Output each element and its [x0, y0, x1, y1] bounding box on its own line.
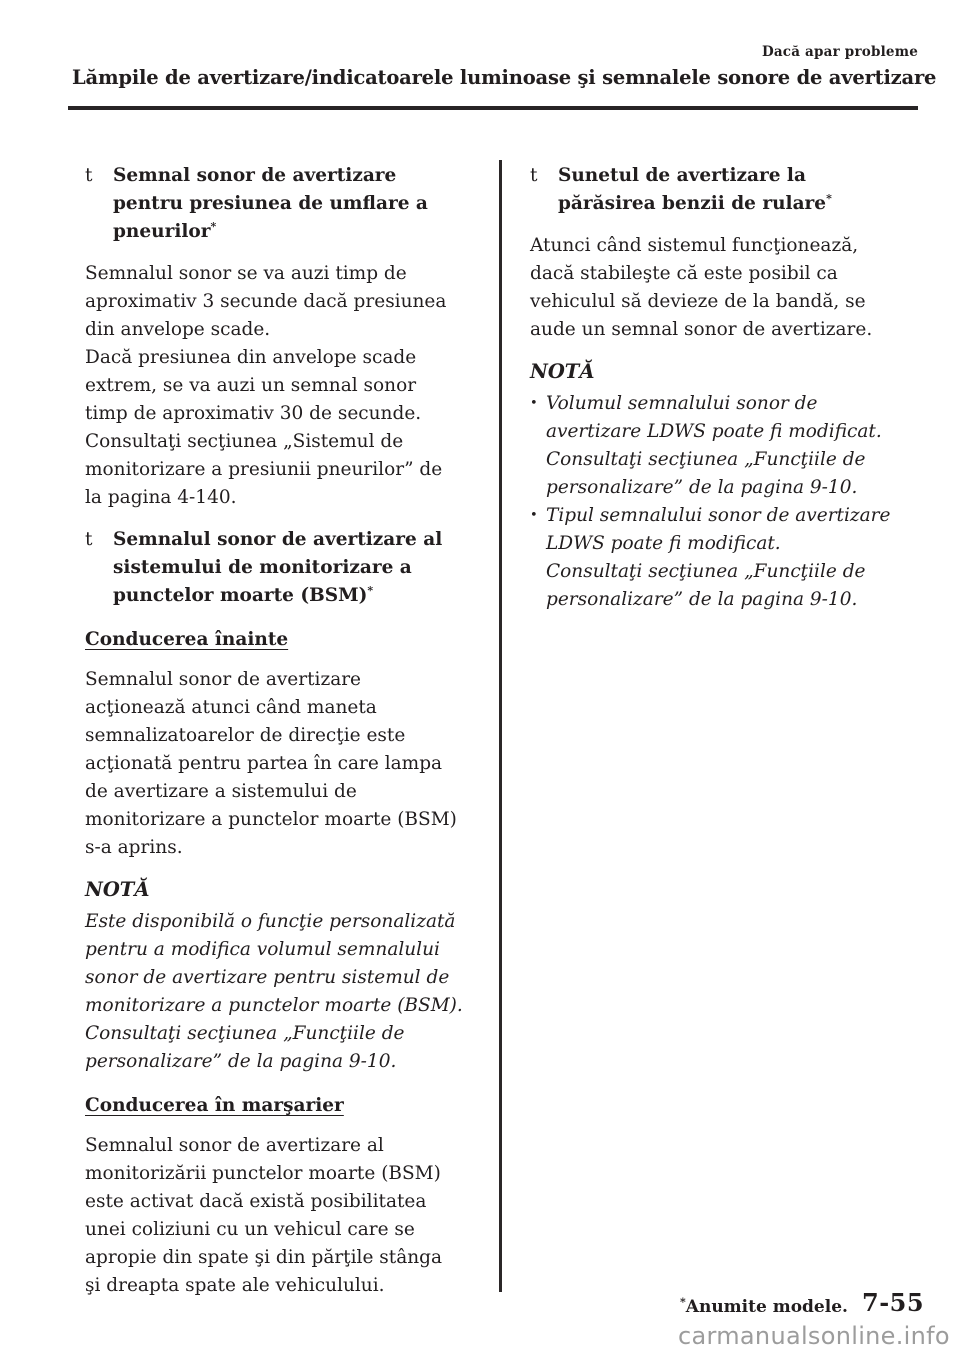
bullet-marker-icon: t: [85, 165, 93, 186]
title-rule: [68, 106, 918, 110]
heading-bsm-warning: [85, 526, 463, 610]
bsm-reverse-paragraph: [85, 1132, 463, 1300]
note-item-reference: Consultaţi secţiunea „Funcţiile de personalizare” de la pagina 9-10.: [546, 561, 866, 610]
subheading-driving-reverse: Conducerea în marşarier: [85, 1095, 344, 1116]
note-list-item: [530, 502, 908, 614]
watermark: carmanualsonline.info: [678, 1322, 950, 1350]
paragraph: Semnalul sonor se va auzi timp de aproximativ 3 secunde dacă presiunea din anvelope scade.: [85, 263, 447, 340]
page-number: 7-55: [862, 1288, 925, 1317]
note-body: [85, 908, 463, 1076]
heading-lane-departure-warning: [530, 162, 908, 218]
paragraph: Consultaţi secţiunea „Sistemul de monitorizare a presiunii pneurilor” de la pagina 4-140.: [85, 431, 443, 508]
paragraph: Atunci când sistemul funcţionează, dacă stabileşte că este posibil ca vehiculul să devieze de la bandă, se aude un semnal sonor de avertizare.: [530, 235, 873, 340]
heading-bsm-text: [113, 526, 463, 610]
note-item-reference: Consultaţi secţiunea „Funcţiile de personalizare” de la pagina 9-10.: [546, 449, 866, 498]
heading-tire-pressure-warning: [85, 162, 463, 246]
note-item-line: Volumul semnalului sonor de avertizare LDWS poate fi modificat.: [546, 393, 882, 442]
note-item-text: [546, 502, 908, 614]
heading-ldws-text: [558, 162, 908, 218]
paragraph: Semnalul sonor de avertizare al monitorizării punctelor moarte (BSM) este activat dacă există posibilitatea unei coliziuni cu un vehicul care se apropie din spate şi din părţile stânga şi dreapta spate ale vehiculului.: [85, 1135, 443, 1296]
note-item-line: Tipul semnalului sonor de avertizare LDWS poate fi modificat.: [546, 505, 891, 554]
note-label: NOTĂ: [530, 360, 595, 383]
heading-tire-pressure-text: [113, 162, 463, 246]
tire-pressure-paragraphs: [85, 260, 463, 512]
note-list-item: [530, 390, 908, 502]
ldws-paragraph: [530, 232, 908, 344]
paragraph: Dacă presiunea din anvelope scade extrem, se va auzi un semnal sonor timp de aproximativ 30 de secunde.: [85, 347, 422, 424]
note-paragraph: Este disponibilă o funcţie personalizată pentru a modifica volumul semnalului sonor de avertizare pentru sistemul de monitorizare a punctelor moarte (BSM).: [85, 911, 463, 1016]
note-list: [530, 390, 908, 614]
paragraph: Semnalul sonor de avertizare acţionează atunci când maneta semnalizatoarelor de direcţie este acţionată pentru partea în care lampa de avertizare a sistemului de monitorizare a punctelor moarte (BSM) s-a aprins.: [85, 669, 457, 858]
asterisk-superscript: *: [210, 219, 217, 233]
note-item-text: [546, 390, 908, 502]
bullet-marker-icon: t: [530, 165, 538, 186]
footnote: [680, 1297, 848, 1317]
footnote-text: Anumite modele.: [685, 1297, 848, 1317]
bsm-forward-paragraph: [85, 666, 463, 862]
note-reference: Consultaţi secţiunea „Funcţiile de personalizare” de la pagina 9-10.: [85, 1023, 405, 1072]
left-column: [85, 162, 463, 1314]
bullet-marker-icon: t: [85, 529, 93, 550]
heading-text: Semnalul sonor de avertizare al sistemului de monitorizare a punctelor moarte (BSM): [113, 529, 443, 606]
column-divider: [499, 160, 502, 1292]
asterisk-superscript: *: [826, 191, 832, 205]
heading-text: Semnal sonor de avertizare pentru presiunea de umflare a pneurilor: [113, 165, 428, 242]
heading-text: Sunetul de avertizare la părăsirea benzii de rulare: [558, 165, 827, 214]
list-bullet-icon: •: [530, 508, 538, 523]
footnote-asterisk: *: [680, 1295, 686, 1309]
subheading-driving-forward: Conducerea înainte: [85, 629, 289, 650]
breadcrumb: Dacă apar probleme: [761, 44, 918, 60]
list-bullet-icon: •: [530, 396, 538, 411]
asterisk-superscript: *: [367, 583, 374, 597]
right-column: [530, 162, 908, 614]
note-label: NOTĂ: [85, 878, 150, 901]
page-title: Lămpile de avertizare/indicatoarele luminoase şi semnalele sonore de avertizare: [72, 66, 937, 89]
